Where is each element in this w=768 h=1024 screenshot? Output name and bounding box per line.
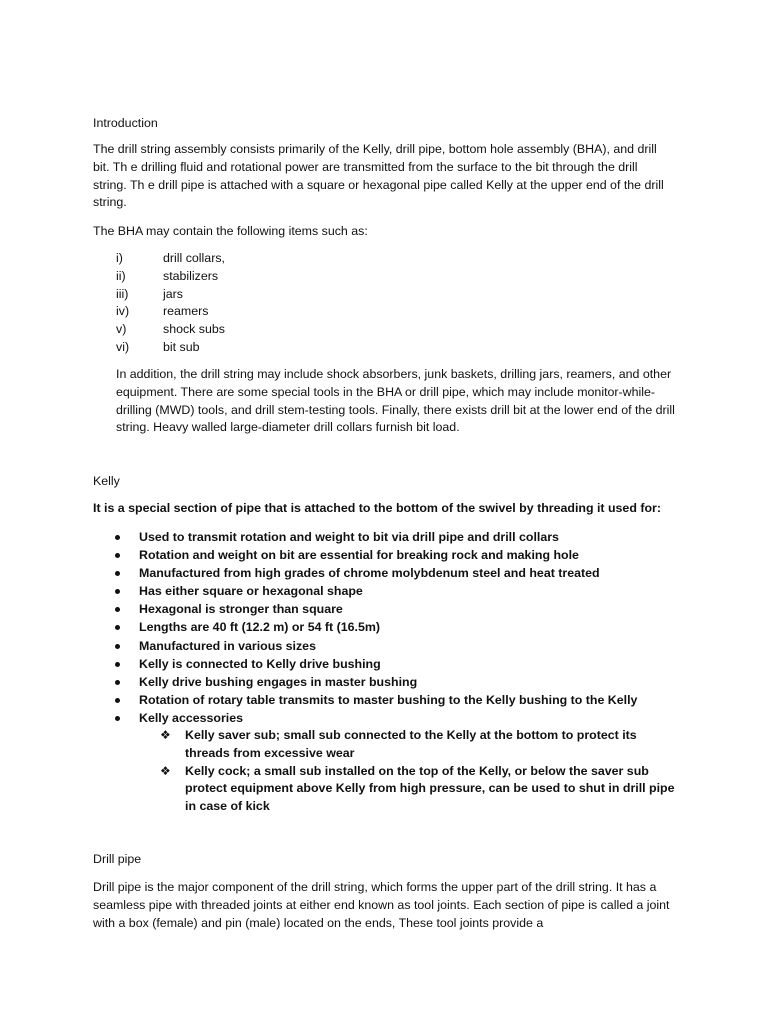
kelly-heading: Kelly bbox=[93, 474, 120, 488]
bullet-icon bbox=[115, 680, 120, 685]
intro-paragraph-1: The drill string assembly consists primarily of the Kelly, drill pipe, bottom hole assembly (BHA), and drill bit. Th e drilling fluid and rotational power are transmitted from the surface to the bit through the drill string. Th e drill pipe is attached with a square or hexagonal pipe called Kelly at the upper end of the drill string. bbox=[93, 142, 664, 210]
bullet-icon bbox=[115, 553, 120, 558]
document-page: Introduction The drill string assembly consists primarily of the Kelly, drill pipe, bottom hole assembly (BHA), and drill bit. Th e drilling fluid and rotational power are transmitted from the surface to the bit through the drill string. Th e drill pipe is attached with a square or hexagonal pipe called Kelly at the upper end of the drill string. The BHA may contain the following items such as: i) drill collars, ii) stabilizers iii) jars iv) reamers v) shock subs vi) bit sub In addition, the drill string may include shock absorbers, junk baskets, drilling jars, reamers, and other equipment. There are some special tools in the BHA or drill pipe, which may include monitor-while-drilling (MWD) tools, and drill stem-testing tools. Finally, there exists drill bit at the lower end of the drill string. Heavy walled large-diameter drill collars furnish bit load. Kelly It is a special section of pipe that is attached to the bottom of the swivel by threading it used for: Used to transmit rotation and weight to bit via drill pipe and drill collars Rotation and weight on bit are essential for breaking rock and making hole Manufactured from high grades of chrome molybdenum steel and heat treated Has either square or hexagonal shape Hexagonal is stronger than square Lengths are 40 ft (12.2 m) or 54 ft (16.5m) Manufactured in various sizes Kelly is connected to Kelly drive bushing Kelly drive bushing engages in master bushing Rotation of rotary table transmits to master bushing to the Kelly bushing to the Kelly Kelly accessories ❖ Kelly saver sub; small sub connected to the Kelly at the bottom to protect its threads from excessive wear ❖ Kelly cock; a small sub installed on the top of the Kelly, or below the saver sub protect equipment above Kelly from high pressure, can be used to shut in drill pipe in case of kick Drill pipe Drill pipe is the major component of the drill string, which forms the upper part of the drill string. It has a seamless pipe with threaded joints at either end known as tool joints. Each section of pipe is called a joint with a box (female) and pin (male) located on the ends, These tool joints provide a bbox=[0, 0, 768, 1024]
intro-paragraph-3: In addition, the drill string may include shock absorbers, junk baskets, drilling jars, reamers, and other equipment. There are some special tools in the BHA or drill pipe, which may include monitor-while-drilling (MWD) tools, and drill stem-testing tools. Finally, there exists drill bit at the lower end of the drill string. Heavy walled large-diameter drill collars furnish bit load. bbox=[116, 367, 675, 435]
bullet-icon bbox=[115, 625, 120, 630]
diamond-bullet-icon: ❖ bbox=[160, 728, 171, 742]
diamond-bullet-icon: ❖ bbox=[160, 763, 171, 778]
kelly-lead: It is a special section of pipe that is attached to the bottom of the swivel by threading it used for: bbox=[93, 501, 661, 515]
intro-heading: Introduction bbox=[93, 116, 158, 130]
bullet-icon bbox=[115, 571, 120, 576]
bullet-icon bbox=[115, 589, 120, 594]
bullet-icon bbox=[115, 662, 120, 667]
bullet-icon bbox=[115, 535, 120, 540]
bullet-icon bbox=[115, 698, 120, 703]
drill-pipe-paragraph: Drill pipe is the major component of the drill string, which forms the upper part of the drill string. It has a seamless pipe with threaded joints at either end known as tool joints. Each section of pipe is called a joint with a box (female) and pin (male) located on the ends, These tool joints provide a bbox=[93, 880, 670, 930]
drill-pipe-heading: Drill pipe bbox=[93, 852, 142, 866]
list-item: ❖ Kelly saver sub; small sub connected to the Kelly at the bottom to protect its threads from excessive wear bbox=[160, 728, 637, 760]
intro-paragraph-2: The BHA may contain the following items such as: bbox=[93, 224, 368, 238]
bullet-icon bbox=[115, 607, 120, 612]
kelly-accessories-list bbox=[160, 727, 680, 816]
bullet-icon bbox=[115, 644, 120, 649]
list-item: ❖ Kelly cock; a small sub installed on the top of the Kelly, or below the saver sub protect equipment above Kelly from high pressure, can be used to shut in drill pipe in case of kick bbox=[160, 763, 675, 814]
bullet-icon bbox=[115, 716, 120, 721]
